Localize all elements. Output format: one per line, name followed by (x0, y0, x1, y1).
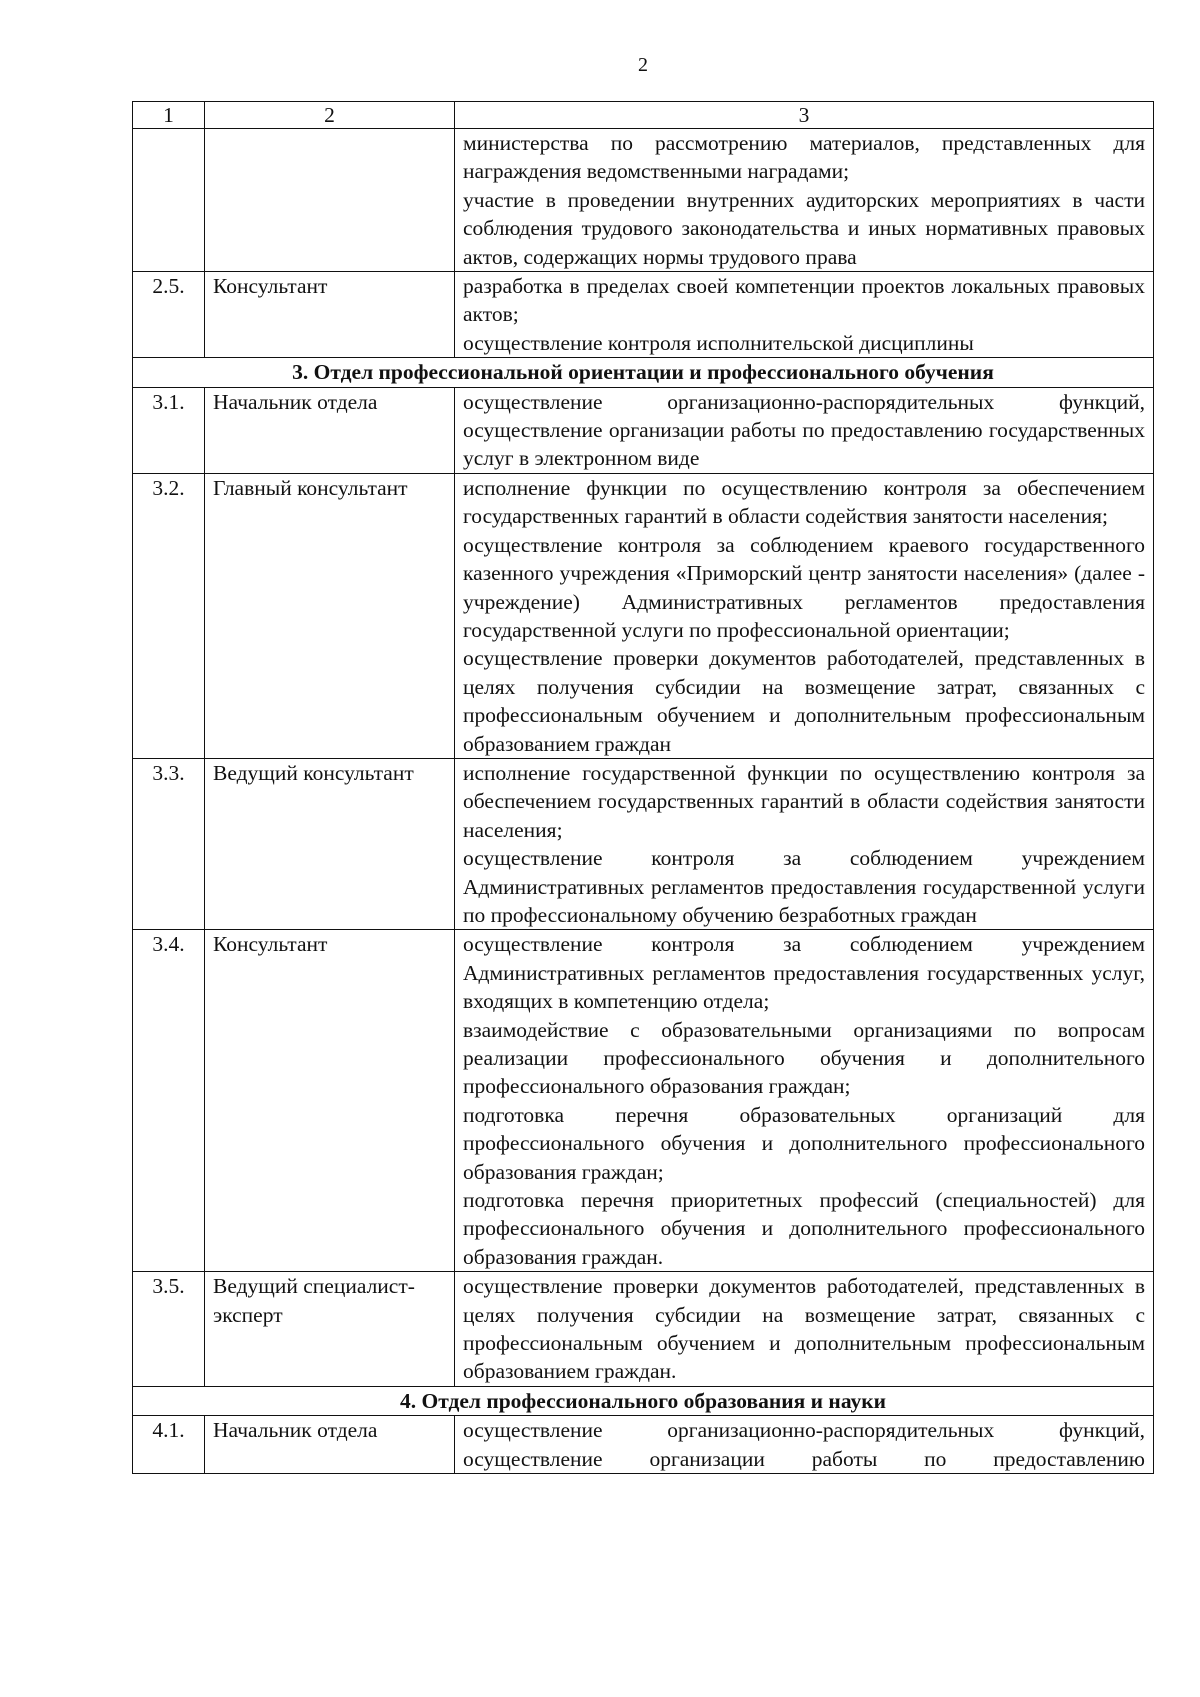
table-row-3-2 (133, 473, 1154, 758)
table-row-3-5 (133, 1272, 1154, 1387)
duty-item: подготовка перечня приоритетных профессий (специальностей) для профессионального обучения и дополнительного профессионального образования граждан. (463, 1188, 1145, 1269)
section-row-4 (133, 1386, 1154, 1415)
duty-item: осуществление контроля исполнительской дисциплины (463, 330, 974, 355)
duty-item: осуществление организационно-распорядительных функций, осуществление организации работы по предоставлению (463, 1418, 1145, 1471)
duty-item: осуществление проверки документов работодателей, представленных в целях получения субсидии на возмещение затрат, связанных с профессиональным обучением и дополнительным профессиональным образованием граждан (463, 646, 1145, 756)
column-header-duties: 3 (455, 102, 1154, 129)
row-number: 3.5. (133, 1272, 205, 1387)
duties-table (132, 101, 1154, 1474)
row-duties (455, 387, 1154, 473)
section-title: 3. Отдел профессиональной ориентации и профессионального обучения (133, 358, 1154, 387)
table-header-row (133, 102, 1154, 129)
table-row-3-3 (133, 758, 1154, 929)
row-position: Главный консультант (205, 473, 455, 758)
duty-item: осуществление контроля за соблюдением учреждением Административных регламентов предоставления государственной услуги по профессиональному обучению безработных граждан (463, 846, 1145, 927)
row-duties (455, 129, 1154, 272)
row-number (133, 129, 205, 272)
duty-item: взаимодействие с образовательными организациями по вопросам реализации профессионального обучения и дополнительного профессионального образования граждан; (463, 1017, 1145, 1099)
row-position: Консультант (205, 930, 455, 1272)
table-row-4-1 (133, 1416, 1154, 1474)
section-row-3 (133, 358, 1154, 387)
row-number: 3.4. (133, 930, 205, 1272)
row-number: 4.1. (133, 1416, 205, 1474)
duty-item: разработка в пределах своей компетенции проектов локальных правовых актов; (463, 274, 1145, 327)
duty-item: участие в проведении внутренних аудиторских мероприятиях в части соблюдения трудового законодательства и иных нормативных правовых актов, содержащих нормы трудового права (463, 187, 1145, 269)
row-number: 3.3. (133, 758, 205, 929)
row-duties (455, 473, 1154, 758)
row-position: Ведущий консультант (205, 758, 455, 929)
row-position: Начальник отдела (205, 1416, 455, 1474)
section-title: 4. Отдел профессионального образования и науки (133, 1386, 1154, 1415)
duty-item: исполнение государственной функции по осуществлению контроля за обеспечением государственных гарантий в области содействия занятости населения; (463, 760, 1145, 842)
column-header-position: 2 (205, 102, 455, 129)
duty-item: исполнение функции по осуществлению контроля за обеспечением государственных гарантий в области содействия занятости населения; (463, 475, 1145, 529)
row-duties (455, 758, 1154, 929)
table-row-3-1 (133, 387, 1154, 473)
duty-item: подготовка перечня образовательных организаций для профессионального обучения и дополнительного профессионального образования граждан; (463, 1102, 1145, 1184)
page-number: 2 (638, 54, 648, 76)
table-row-continued (133, 129, 1154, 272)
row-duties (455, 1416, 1154, 1474)
row-number: 3.2. (133, 473, 205, 758)
duty-item: осуществление контроля за соблюдением учреждением Административных регламентов предоставления государственных услуг, входящих в компетенцию отдела; (463, 932, 1145, 1014)
table-row-3-4 (133, 930, 1154, 1272)
row-position: Консультант (205, 272, 455, 358)
duty-item: министерства по рассмотрению материалов, представленных для награждения ведомственными наградами; (463, 131, 1145, 184)
duty-item: осуществление контроля за соблюдением краевого государственного казенного учреждения «Приморский центр занятости населения» (далее - учреждение) Административных регламентов предоставления государственной услуги по профессиональной ориентации; (463, 532, 1145, 642)
row-number: 2.5. (133, 272, 205, 358)
table-row-2-5 (133, 272, 1154, 358)
row-duties (455, 930, 1154, 1272)
row-position (205, 129, 455, 272)
column-header-number: 1 (133, 102, 205, 129)
row-position: Ведущий специалист-эксперт (205, 1272, 455, 1387)
row-duties (455, 272, 1154, 358)
duty-item: осуществление проверки документов работодателей, представленных в целях получения субсидии на возмещение затрат, связанных с профессиональным обучением и дополнительным профессиональным образованием граждан. (463, 1274, 1145, 1384)
duty-item: осуществление организационно-распорядительных функций, осуществление организации работы по предоставлению государственных услуг в электронном виде (463, 389, 1145, 471)
row-number: 3.1. (133, 387, 205, 473)
row-position: Начальник отдела (205, 387, 455, 473)
row-duties (455, 1272, 1154, 1387)
